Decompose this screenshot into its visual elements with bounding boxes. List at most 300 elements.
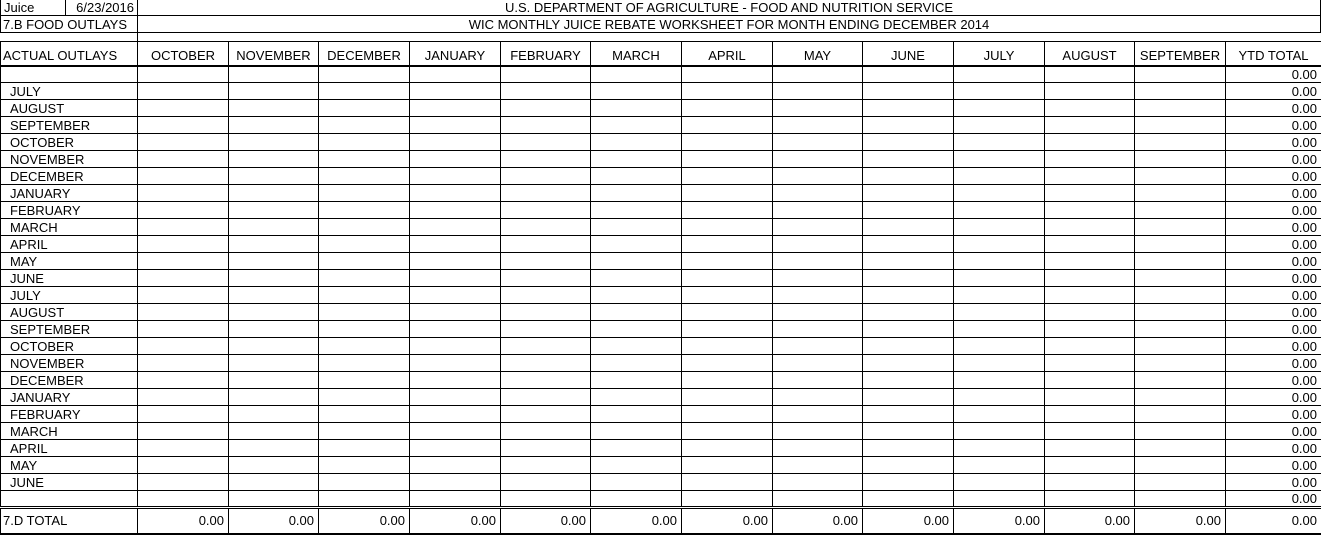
- total-cell[interactable]: 0.00: [229, 508, 319, 534]
- outlay-cell[interactable]: [501, 168, 591, 185]
- ytd-cell[interactable]: 0.00: [1226, 338, 1321, 355]
- outlay-cell[interactable]: [319, 372, 410, 389]
- outlay-cell[interactable]: [319, 440, 410, 457]
- outlay-cell[interactable]: [954, 321, 1045, 338]
- outlay-cell[interactable]: [1045, 372, 1135, 389]
- outlay-cell[interactable]: [591, 66, 682, 83]
- outlay-cell[interactable]: [954, 406, 1045, 423]
- outlay-cell[interactable]: [591, 491, 682, 508]
- outlay-cell[interactable]: [863, 270, 954, 287]
- outlay-cell[interactable]: [1045, 151, 1135, 168]
- outlay-cell[interactable]: [410, 338, 501, 355]
- outlay-cell[interactable]: [229, 66, 319, 83]
- ytd-cell[interactable]: 0.00: [1226, 355, 1321, 372]
- outlay-cell[interactable]: [954, 219, 1045, 236]
- total-cell[interactable]: 0.00: [954, 508, 1045, 534]
- outlay-cell[interactable]: [682, 185, 773, 202]
- outlay-cell[interactable]: [954, 83, 1045, 100]
- outlay-cell[interactable]: [773, 474, 863, 491]
- outlay-cell[interactable]: [1135, 83, 1226, 100]
- outlay-cell[interactable]: [682, 287, 773, 304]
- ytd-cell[interactable]: 0.00: [1226, 321, 1321, 338]
- total-ytd-cell[interactable]: 0.00: [1226, 508, 1321, 534]
- outlay-cell[interactable]: [410, 185, 501, 202]
- outlay-cell[interactable]: [229, 219, 319, 236]
- outlay-cell[interactable]: [1045, 253, 1135, 270]
- total-cell[interactable]: 0.00: [591, 508, 682, 534]
- outlay-cell[interactable]: [682, 168, 773, 185]
- outlay-cell[interactable]: [1135, 185, 1226, 202]
- outlay-cell[interactable]: [501, 287, 591, 304]
- outlay-cell[interactable]: [501, 372, 591, 389]
- outlay-cell[interactable]: [1045, 185, 1135, 202]
- outlay-cell[interactable]: [501, 134, 591, 151]
- outlay-cell[interactable]: [591, 406, 682, 423]
- outlay-cell[interactable]: [682, 440, 773, 457]
- outlay-cell[interactable]: [1135, 66, 1226, 83]
- outlay-cell[interactable]: [319, 185, 410, 202]
- outlay-cell[interactable]: [863, 66, 954, 83]
- outlay-cell[interactable]: [954, 355, 1045, 372]
- outlay-cell[interactable]: [229, 253, 319, 270]
- outlay-cell[interactable]: [410, 168, 501, 185]
- outlay-cell[interactable]: [682, 219, 773, 236]
- outlay-cell[interactable]: [682, 117, 773, 134]
- outlay-cell[interactable]: [138, 338, 229, 355]
- outlay-cell[interactable]: [1135, 457, 1226, 474]
- outlay-cell[interactable]: [319, 457, 410, 474]
- outlay-cell[interactable]: [682, 372, 773, 389]
- outlay-cell[interactable]: [1135, 168, 1226, 185]
- outlay-cell[interactable]: [591, 287, 682, 304]
- outlay-cell[interactable]: [591, 151, 682, 168]
- outlay-cell[interactable]: [773, 185, 863, 202]
- ytd-cell[interactable]: 0.00: [1226, 100, 1321, 117]
- outlay-cell[interactable]: [319, 253, 410, 270]
- outlay-cell[interactable]: [591, 236, 682, 253]
- outlay-cell[interactable]: [229, 355, 319, 372]
- ytd-cell[interactable]: 0.00: [1226, 372, 1321, 389]
- outlay-cell[interactable]: [591, 253, 682, 270]
- total-cell[interactable]: 0.00: [501, 508, 591, 534]
- outlay-cell[interactable]: [1135, 236, 1226, 253]
- total-cell[interactable]: 0.00: [1135, 508, 1226, 534]
- outlay-cell[interactable]: [410, 100, 501, 117]
- outlay-cell[interactable]: [1045, 423, 1135, 440]
- outlay-cell[interactable]: [954, 287, 1045, 304]
- outlay-cell[interactable]: [1135, 202, 1226, 219]
- outlay-cell[interactable]: [501, 270, 591, 287]
- outlay-cell[interactable]: [1135, 474, 1226, 491]
- outlay-cell[interactable]: [591, 168, 682, 185]
- outlay-cell[interactable]: [863, 168, 954, 185]
- outlay-cell[interactable]: [501, 117, 591, 134]
- outlay-cell[interactable]: [229, 151, 319, 168]
- outlay-cell[interactable]: [319, 287, 410, 304]
- outlay-cell[interactable]: [863, 100, 954, 117]
- outlay-cell[interactable]: [1045, 491, 1135, 508]
- date-cell[interactable]: 6/23/2016: [66, 0, 138, 15]
- outlay-cell[interactable]: [229, 389, 319, 406]
- outlay-cell[interactable]: [1045, 287, 1135, 304]
- outlay-cell[interactable]: [773, 372, 863, 389]
- outlay-cell[interactable]: [591, 440, 682, 457]
- outlay-cell[interactable]: [773, 491, 863, 508]
- outlay-cell[interactable]: [591, 304, 682, 321]
- outlay-cell[interactable]: [1045, 355, 1135, 372]
- outlay-cell[interactable]: [229, 202, 319, 219]
- outlay-cell[interactable]: [138, 66, 229, 83]
- outlay-cell[interactable]: [682, 253, 773, 270]
- outlay-cell[interactable]: [229, 270, 319, 287]
- outlay-cell[interactable]: [319, 321, 410, 338]
- outlay-cell[interactable]: [1135, 287, 1226, 304]
- outlay-cell[interactable]: [410, 219, 501, 236]
- outlay-cell[interactable]: [773, 321, 863, 338]
- outlay-cell[interactable]: [319, 304, 410, 321]
- ytd-cell[interactable]: 0.00: [1226, 253, 1321, 270]
- total-cell[interactable]: 0.00: [773, 508, 863, 534]
- outlay-cell[interactable]: [319, 355, 410, 372]
- outlay-cell[interactable]: [501, 457, 591, 474]
- outlay-cell[interactable]: [773, 236, 863, 253]
- outlay-cell[interactable]: [229, 168, 319, 185]
- outlay-cell[interactable]: [591, 100, 682, 117]
- outlay-cell[interactable]: [591, 134, 682, 151]
- outlay-cell[interactable]: [229, 134, 319, 151]
- total-cell[interactable]: 0.00: [319, 508, 410, 534]
- outlay-cell[interactable]: [1045, 304, 1135, 321]
- total-cell[interactable]: 0.00: [863, 508, 954, 534]
- outlay-cell[interactable]: [319, 100, 410, 117]
- outlay-cell[interactable]: [138, 321, 229, 338]
- outlay-cell[interactable]: [229, 491, 319, 508]
- outlay-cell[interactable]: [319, 202, 410, 219]
- outlay-cell[interactable]: [682, 83, 773, 100]
- outlay-cell[interactable]: [773, 423, 863, 440]
- outlay-cell[interactable]: [410, 134, 501, 151]
- outlay-cell[interactable]: [501, 253, 591, 270]
- outlay-cell[interactable]: [319, 117, 410, 134]
- outlay-cell[interactable]: [1135, 117, 1226, 134]
- ytd-cell[interactable]: 0.00: [1226, 406, 1321, 423]
- outlay-cell[interactable]: [1045, 321, 1135, 338]
- outlay-cell[interactable]: [138, 406, 229, 423]
- outlay-cell[interactable]: [410, 406, 501, 423]
- outlay-cell[interactable]: [501, 389, 591, 406]
- outlay-cell[interactable]: [1045, 406, 1135, 423]
- outlay-cell[interactable]: [773, 66, 863, 83]
- ytd-cell[interactable]: 0.00: [1226, 202, 1321, 219]
- outlay-cell[interactable]: [410, 270, 501, 287]
- ytd-cell[interactable]: 0.00: [1226, 304, 1321, 321]
- outlay-cell[interactable]: [410, 83, 501, 100]
- outlay-cell[interactable]: [773, 134, 863, 151]
- outlay-cell[interactable]: [501, 423, 591, 440]
- outlay-cell[interactable]: [138, 117, 229, 134]
- outlay-cell[interactable]: [591, 117, 682, 134]
- outlay-cell[interactable]: [1135, 355, 1226, 372]
- outlay-cell[interactable]: [682, 270, 773, 287]
- outlay-cell[interactable]: [954, 338, 1045, 355]
- outlay-cell[interactable]: [410, 372, 501, 389]
- outlay-cell[interactable]: [319, 83, 410, 100]
- outlay-cell[interactable]: [501, 321, 591, 338]
- total-cell[interactable]: 0.00: [138, 508, 229, 534]
- outlay-cell[interactable]: [319, 491, 410, 508]
- outlay-cell[interactable]: [954, 457, 1045, 474]
- outlay-cell[interactable]: [229, 423, 319, 440]
- outlay-cell[interactable]: [773, 406, 863, 423]
- outlay-cell[interactable]: [138, 491, 229, 508]
- outlay-cell[interactable]: [229, 304, 319, 321]
- outlay-cell[interactable]: [863, 491, 954, 508]
- outlay-cell[interactable]: [954, 134, 1045, 151]
- outlay-cell[interactable]: [1045, 219, 1135, 236]
- outlay-cell[interactable]: [501, 83, 591, 100]
- outlay-cell[interactable]: [773, 202, 863, 219]
- outlay-cell[interactable]: [138, 168, 229, 185]
- outlay-cell[interactable]: [501, 185, 591, 202]
- outlay-cell[interactable]: [773, 440, 863, 457]
- outlay-cell[interactable]: [410, 117, 501, 134]
- outlay-cell[interactable]: [138, 423, 229, 440]
- outlay-cell[interactable]: [773, 253, 863, 270]
- outlay-cell[interactable]: [954, 236, 1045, 253]
- outlay-cell[interactable]: [591, 202, 682, 219]
- outlay-cell[interactable]: [954, 270, 1045, 287]
- outlay-cell[interactable]: [1045, 117, 1135, 134]
- outlay-cell[interactable]: [410, 151, 501, 168]
- ytd-cell[interactable]: 0.00: [1226, 83, 1321, 100]
- outlay-cell[interactable]: [773, 117, 863, 134]
- outlay-cell[interactable]: [410, 66, 501, 83]
- outlay-cell[interactable]: [591, 457, 682, 474]
- outlay-cell[interactable]: [410, 440, 501, 457]
- outlay-cell[interactable]: [319, 270, 410, 287]
- outlay-cell[interactable]: [682, 423, 773, 440]
- outlay-cell[interactable]: [773, 100, 863, 117]
- outlay-cell[interactable]: [319, 338, 410, 355]
- outlay-cell[interactable]: [410, 355, 501, 372]
- outlay-cell[interactable]: [773, 389, 863, 406]
- outlay-cell[interactable]: [229, 236, 319, 253]
- outlay-cell[interactable]: [229, 321, 319, 338]
- outlay-cell[interactable]: [501, 491, 591, 508]
- outlay-cell[interactable]: [863, 236, 954, 253]
- ytd-cell[interactable]: 0.00: [1226, 236, 1321, 253]
- ytd-cell[interactable]: 0.00: [1226, 457, 1321, 474]
- ytd-cell[interactable]: 0.00: [1226, 219, 1321, 236]
- outlay-cell[interactable]: [863, 474, 954, 491]
- outlay-cell[interactable]: [591, 338, 682, 355]
- ytd-cell[interactable]: 0.00: [1226, 423, 1321, 440]
- outlay-cell[interactable]: [863, 321, 954, 338]
- outlay-cell[interactable]: [863, 134, 954, 151]
- ytd-cell[interactable]: 0.00: [1226, 440, 1321, 457]
- outlay-cell[interactable]: [410, 287, 501, 304]
- outlay-cell[interactable]: [1135, 389, 1226, 406]
- outlay-cell[interactable]: [863, 253, 954, 270]
- outlay-cell[interactable]: [138, 287, 229, 304]
- outlay-cell[interactable]: [682, 474, 773, 491]
- outlay-cell[interactable]: [863, 185, 954, 202]
- outlay-cell[interactable]: [501, 236, 591, 253]
- ytd-cell[interactable]: 0.00: [1226, 389, 1321, 406]
- outlay-cell[interactable]: [773, 338, 863, 355]
- outlay-cell[interactable]: [1045, 168, 1135, 185]
- outlay-cell[interactable]: [319, 219, 410, 236]
- outlay-cell[interactable]: [138, 202, 229, 219]
- outlay-cell[interactable]: [138, 219, 229, 236]
- outlay-cell[interactable]: [954, 168, 1045, 185]
- ytd-cell[interactable]: 0.00: [1226, 117, 1321, 134]
- outlay-cell[interactable]: [682, 491, 773, 508]
- outlay-cell[interactable]: [410, 321, 501, 338]
- outlay-cell[interactable]: [954, 151, 1045, 168]
- outlay-cell[interactable]: [410, 423, 501, 440]
- outlay-cell[interactable]: [229, 117, 319, 134]
- outlay-cell[interactable]: [501, 440, 591, 457]
- outlay-cell[interactable]: [682, 151, 773, 168]
- outlay-cell[interactable]: [773, 168, 863, 185]
- outlay-cell[interactable]: [773, 287, 863, 304]
- outlay-cell[interactable]: [410, 389, 501, 406]
- outlay-cell[interactable]: [501, 100, 591, 117]
- outlay-cell[interactable]: [1135, 151, 1226, 168]
- outlay-cell[interactable]: [229, 474, 319, 491]
- outlay-cell[interactable]: [863, 83, 954, 100]
- outlay-cell[interactable]: [501, 219, 591, 236]
- outlay-cell[interactable]: [319, 134, 410, 151]
- outlay-cell[interactable]: [229, 372, 319, 389]
- outlay-cell[interactable]: [410, 253, 501, 270]
- outlay-cell[interactable]: [954, 66, 1045, 83]
- outlay-cell[interactable]: [1045, 389, 1135, 406]
- outlay-cell[interactable]: [954, 440, 1045, 457]
- outlay-cell[interactable]: [773, 83, 863, 100]
- outlay-cell[interactable]: [229, 457, 319, 474]
- outlay-cell[interactable]: [319, 389, 410, 406]
- outlay-cell[interactable]: [501, 151, 591, 168]
- outlay-cell[interactable]: [591, 270, 682, 287]
- outlay-cell[interactable]: [1135, 304, 1226, 321]
- outlay-cell[interactable]: [1045, 83, 1135, 100]
- outlay-cell[interactable]: [863, 304, 954, 321]
- outlay-cell[interactable]: [1135, 270, 1226, 287]
- outlay-cell[interactable]: [410, 491, 501, 508]
- outlay-cell[interactable]: [954, 253, 1045, 270]
- outlay-cell[interactable]: [229, 83, 319, 100]
- outlay-cell[interactable]: [863, 117, 954, 134]
- outlay-cell[interactable]: [954, 474, 1045, 491]
- outlay-cell[interactable]: [682, 66, 773, 83]
- outlay-cell[interactable]: [138, 100, 229, 117]
- outlay-cell[interactable]: [138, 83, 229, 100]
- outlay-cell[interactable]: [1135, 423, 1226, 440]
- outlay-cell[interactable]: [954, 372, 1045, 389]
- outlay-cell[interactable]: [138, 389, 229, 406]
- outlay-cell[interactable]: [501, 474, 591, 491]
- total-cell[interactable]: 0.00: [1045, 508, 1135, 534]
- outlay-cell[interactable]: [229, 185, 319, 202]
- outlay-cell[interactable]: [591, 372, 682, 389]
- outlay-cell[interactable]: [410, 474, 501, 491]
- outlay-cell[interactable]: [501, 406, 591, 423]
- outlay-cell[interactable]: [1135, 338, 1226, 355]
- outlay-cell[interactable]: [863, 440, 954, 457]
- outlay-cell[interactable]: [682, 406, 773, 423]
- outlay-cell[interactable]: [863, 406, 954, 423]
- outlay-cell[interactable]: [1045, 236, 1135, 253]
- outlay-cell[interactable]: [138, 134, 229, 151]
- outlay-cell[interactable]: [954, 389, 1045, 406]
- outlay-cell[interactable]: [229, 440, 319, 457]
- outlay-cell[interactable]: [138, 440, 229, 457]
- outlay-cell[interactable]: [138, 355, 229, 372]
- outlay-cell[interactable]: [954, 423, 1045, 440]
- outlay-cell[interactable]: [1045, 457, 1135, 474]
- outlay-cell[interactable]: [138, 185, 229, 202]
- outlay-cell[interactable]: [229, 406, 319, 423]
- outlay-cell[interactable]: [319, 474, 410, 491]
- outlay-cell[interactable]: [863, 219, 954, 236]
- total-cell[interactable]: 0.00: [410, 508, 501, 534]
- outlay-cell[interactable]: [954, 117, 1045, 134]
- outlay-cell[interactable]: [954, 100, 1045, 117]
- outlay-cell[interactable]: [319, 151, 410, 168]
- outlay-cell[interactable]: [591, 389, 682, 406]
- outlay-cell[interactable]: [229, 100, 319, 117]
- ytd-cell[interactable]: 0.00: [1226, 134, 1321, 151]
- outlay-cell[interactable]: [682, 202, 773, 219]
- outlay-cell[interactable]: [591, 474, 682, 491]
- outlay-cell[interactable]: [954, 185, 1045, 202]
- outlay-cell[interactable]: [1135, 100, 1226, 117]
- outlay-cell[interactable]: [1135, 219, 1226, 236]
- outlay-cell[interactable]: [591, 219, 682, 236]
- outlay-cell[interactable]: [591, 185, 682, 202]
- outlay-cell[interactable]: [1045, 66, 1135, 83]
- ytd-cell[interactable]: 0.00: [1226, 474, 1321, 491]
- outlay-cell[interactable]: [591, 423, 682, 440]
- outlay-cell[interactable]: [410, 202, 501, 219]
- outlay-cell[interactable]: [682, 236, 773, 253]
- outlay-cell[interactable]: [1135, 321, 1226, 338]
- outlay-cell[interactable]: [863, 389, 954, 406]
- outlay-cell[interactable]: [863, 457, 954, 474]
- outlay-cell[interactable]: [773, 304, 863, 321]
- ytd-cell[interactable]: 0.00: [1226, 168, 1321, 185]
- outlay-cell[interactable]: [773, 457, 863, 474]
- outlay-cell[interactable]: [1135, 440, 1226, 457]
- total-cell[interactable]: 0.00: [682, 508, 773, 534]
- ytd-cell[interactable]: 0.00: [1226, 66, 1321, 83]
- outlay-cell[interactable]: [682, 389, 773, 406]
- outlay-cell[interactable]: [1135, 406, 1226, 423]
- outlay-cell[interactable]: [319, 406, 410, 423]
- ytd-cell[interactable]: 0.00: [1226, 491, 1321, 508]
- outlay-cell[interactable]: [1045, 100, 1135, 117]
- outlay-cell[interactable]: [773, 219, 863, 236]
- outlay-cell[interactable]: [229, 287, 319, 304]
- outlay-cell[interactable]: [591, 355, 682, 372]
- outlay-cell[interactable]: [1135, 491, 1226, 508]
- outlay-cell[interactable]: [682, 338, 773, 355]
- outlay-cell[interactable]: [682, 134, 773, 151]
- outlay-cell[interactable]: [410, 457, 501, 474]
- outlay-cell[interactable]: [319, 168, 410, 185]
